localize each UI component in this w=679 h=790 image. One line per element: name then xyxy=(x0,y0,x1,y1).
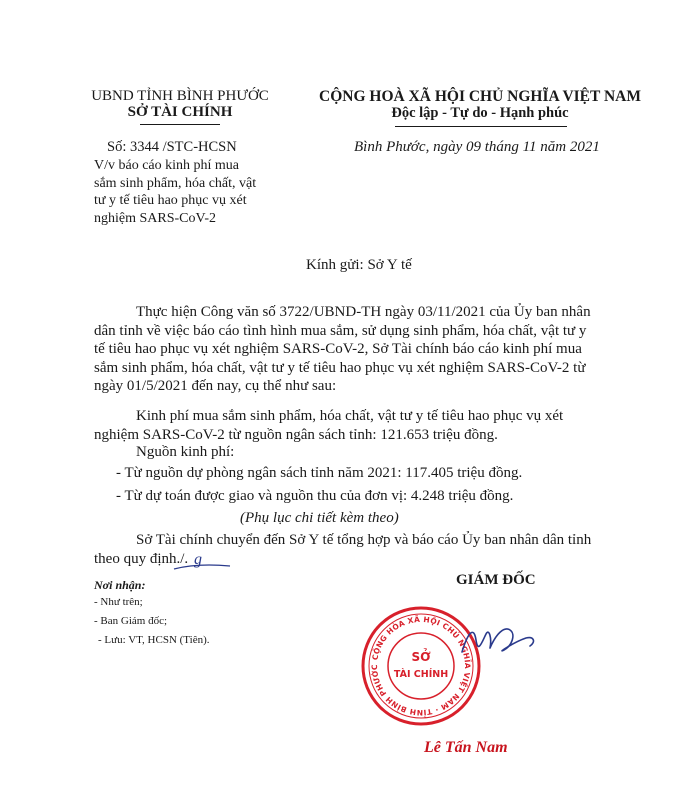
svg-text:SỞ: SỞ xyxy=(411,650,431,664)
agency-name: SỞ TÀI CHÍNH xyxy=(127,104,233,120)
subject-line: sắm sinh phẩm, hóa chất, vật xyxy=(94,175,257,191)
appendix-note: (Phụ lục chi tiết kèm theo) xyxy=(240,510,399,526)
paragraph-line: Sở Tài chính chuyển đến Sở Y tế tổng hợp và báo cáo Ủy ban nhân dân tỉnh xyxy=(136,532,592,548)
agency-underline xyxy=(140,124,220,125)
recipients-item: - Ban Giám đốc; xyxy=(94,615,168,627)
signature xyxy=(456,612,546,672)
subject-line: nghiệm SARS-CoV-2 xyxy=(94,210,217,226)
paragraph-2 xyxy=(94,407,563,444)
paragraph-line: Thực hiện Công văn số 3722/UBND-TH ngày 03/11/2021 của Ủy ban nhân xyxy=(136,304,591,320)
recipients-item: - Như trên; xyxy=(94,596,143,608)
motto: Độc lập - Tự do - Hạnh phúc xyxy=(391,105,569,121)
svg-text:TÀI CHÍNH: TÀI CHÍNH xyxy=(393,669,449,680)
handwritten-mark-text: g xyxy=(194,551,202,568)
funding-item: - Từ dự toán được giao và nguồn thu của đơn vị: 4.248 triệu đồng. xyxy=(116,488,514,504)
recipients-label: Nơi nhận: xyxy=(94,578,146,592)
document-number: Số: 3344 /STC-HCSN xyxy=(107,139,237,155)
paragraph-line: ngày 01/5/2021 đến nay, cụ thể như sau: xyxy=(94,378,337,394)
subject xyxy=(94,157,256,227)
paragraph-line: tế tiêu hao phục vụ xét nghiệm SARS-CoV-2, Sở Tài chính báo cáo kinh phí mua xyxy=(94,341,582,357)
handwritten-mark xyxy=(172,548,232,572)
recipient: Kính gửi: Sở Y tế xyxy=(306,257,412,273)
funding-label: Nguồn kinh phí: xyxy=(136,444,235,460)
paragraph-1 xyxy=(94,303,591,396)
subject-line: tư y tế tiêu hao phục vụ xét xyxy=(94,193,247,208)
funding-item: - Từ nguồn dự phòng ngân sách tỉnh năm 2021: 117.405 triệu đồng. xyxy=(116,465,523,481)
motto-underline xyxy=(395,126,567,127)
subject-line: V/v báo cáo kinh phí mua xyxy=(94,158,240,173)
signer-name: Lê Tấn Nam xyxy=(424,739,508,756)
paragraph-line: dân tỉnh về việc báo cáo tình hình mua sắm, sử dụng sinh phẩm, hóa chất, vật tư y xyxy=(94,322,587,339)
paragraph-3 xyxy=(94,531,591,569)
recipients-item: - Lưu: VT, HCSN (Tiên). xyxy=(98,634,210,646)
nation-title: CỘNG HOÀ XÃ HỘI CHỦ NGHĨA VIỆT NAM xyxy=(319,88,641,105)
svg-text:CỘNG HÒA XÃ HỘI CHỦ NGHĨA VIỆT: CỘNG HÒA XÃ HỘI CHỦ NGHĨA VIỆT NAM · TỈNH BÌNH PHƯỚC xyxy=(369,614,473,718)
signer-title: GIÁM ĐỐC xyxy=(456,572,536,588)
paragraph-line: theo quy định./. xyxy=(94,551,189,567)
paragraph-line: sắm sinh phẩm, hóa chất, vật tư y tế tiêu hao phục vụ xét nghiệm SARS-CoV-2 từ xyxy=(94,359,586,376)
place-date: Bình Phước, ngày 09 tháng 11 năm 2021 xyxy=(354,139,600,155)
recipients-list xyxy=(94,593,210,650)
agency-parent: UBND TỈNH BÌNH PHƯỚC xyxy=(91,88,269,104)
paragraph-line: Kinh phí mua sắm sinh phẩm, hóa chất, vật tư y tế tiêu hao phục vụ xét xyxy=(136,408,564,424)
paragraph-line: nghiệm SARS-CoV-2 từ nguồn ngân sách tỉnh: 121.653 triệu đồng. xyxy=(94,426,498,443)
